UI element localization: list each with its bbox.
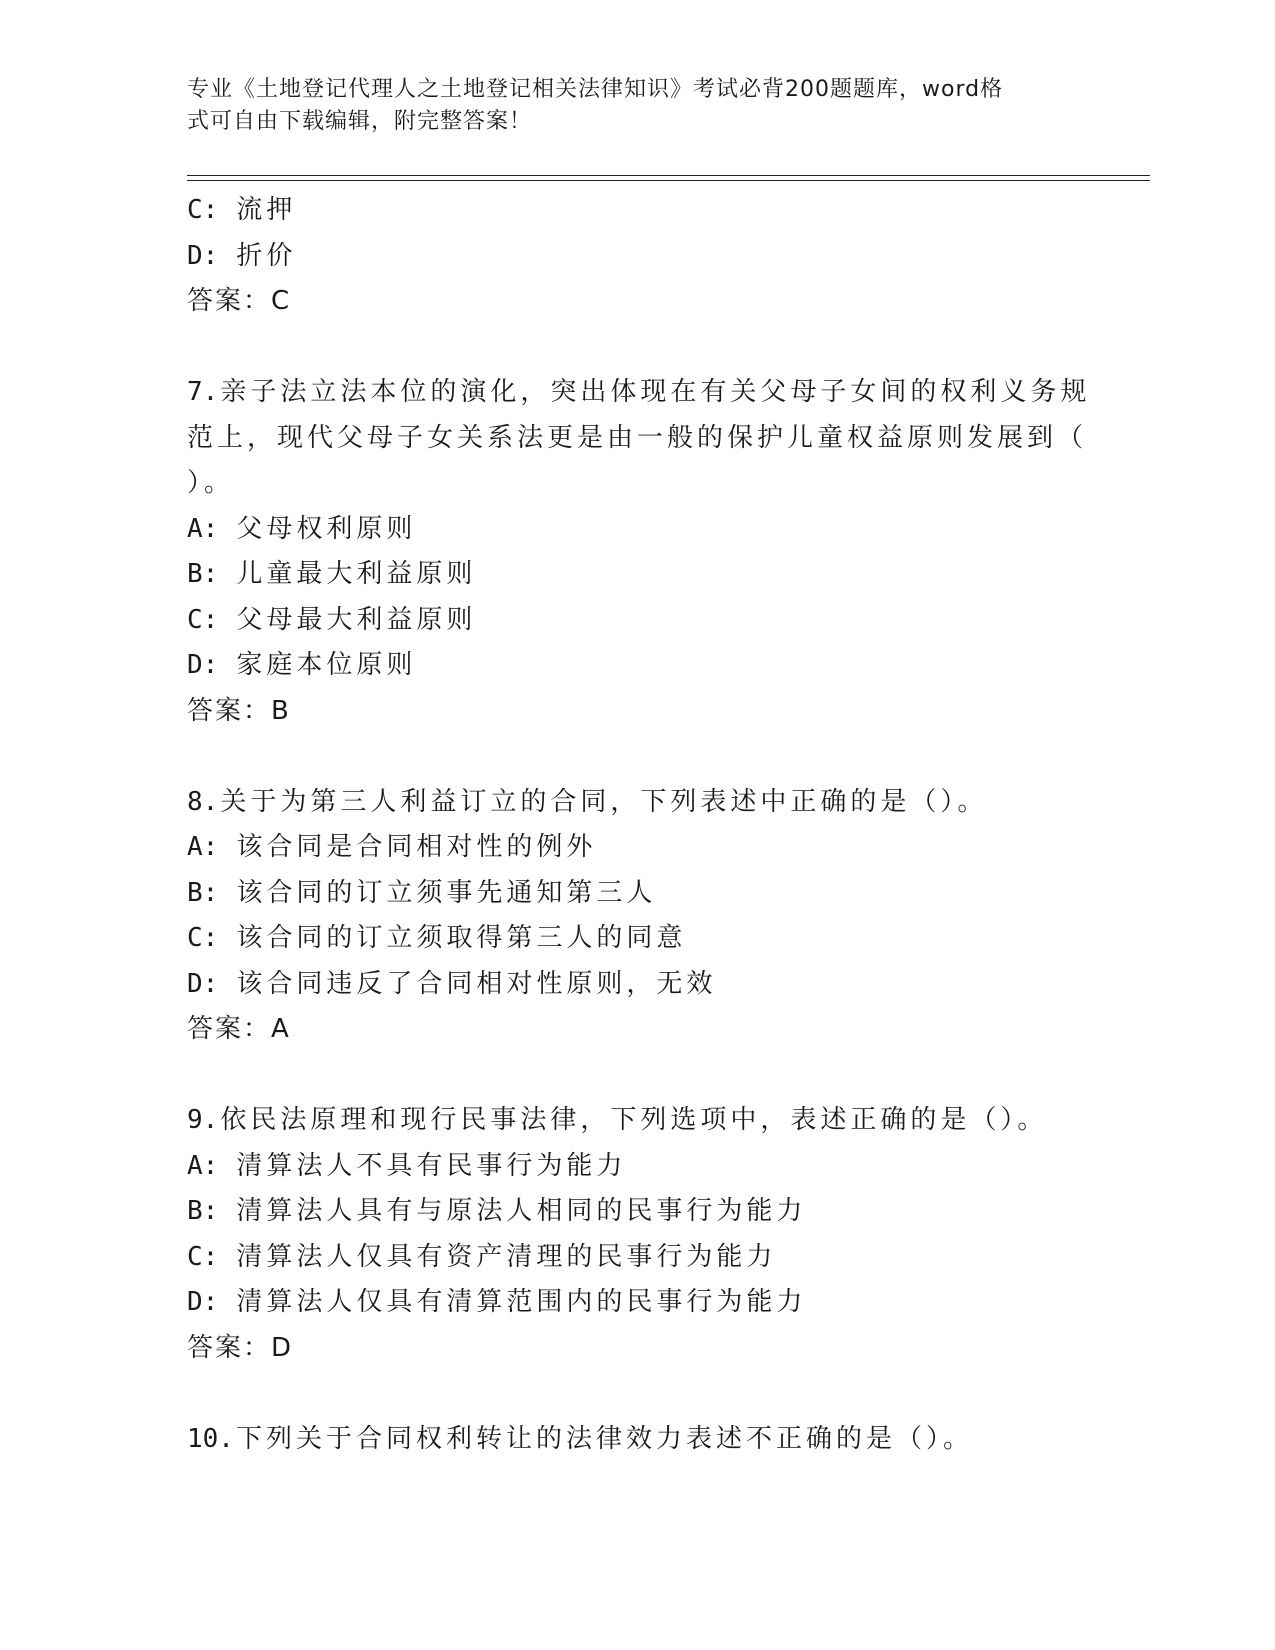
option-b — [187, 1189, 1087, 1235]
option-text: 清算法人具有与原法人相同的民事行为能力 — [236, 1196, 807, 1226]
option-text: 父母最大利益原则 — [236, 604, 477, 635]
question-stem-line-1 — [187, 370, 1091, 416]
option-d — [187, 234, 1087, 280]
option-key: C: — [187, 195, 219, 225]
question-6 — [187, 188, 1087, 325]
option-key: A: — [187, 513, 219, 544]
question-number: 8. — [187, 786, 219, 817]
answer-line: 答案：C — [187, 286, 292, 316]
option-text: 清算法人仅具有清算范围内的民事行为能力 — [236, 1287, 807, 1317]
document-header — [187, 74, 1067, 138]
question-list — [187, 188, 1091, 1462]
question-number: 7. — [187, 377, 219, 407]
spacer — [187, 1371, 1087, 1417]
option-text: 该合同是合同相对性的例外 — [236, 832, 597, 862]
option-d — [187, 643, 1087, 689]
question-stem-text: 下列关于合同权利转让的法律效力表述不正确的是（）。 — [235, 1423, 973, 1454]
option-key: D: — [187, 1287, 219, 1317]
option-text: 该合同的订立须取得第三人的同意 — [236, 923, 687, 953]
question-number: 9. — [187, 1105, 219, 1135]
option-key: C: — [187, 1241, 219, 1272]
option-key: C: — [187, 923, 219, 953]
question-7 — [187, 370, 1091, 734]
question-stem-text: 依民法原理和现行民事法律，下列选项中，表述正确的是（）。 — [220, 1105, 1048, 1135]
option-d — [187, 1280, 1087, 1326]
option-c — [187, 916, 1087, 962]
option-text: 家庭本位原则 — [236, 650, 417, 680]
option-text: 父母权利原则 — [236, 513, 417, 544]
option-key: A: — [187, 1150, 219, 1181]
answer-line: 答案：D — [187, 1332, 294, 1363]
option-text: 折价 — [236, 240, 297, 271]
option-key: D: — [187, 240, 219, 271]
option-c — [187, 188, 1087, 234]
header-line-1: 专业《土地登记代理人之土地登记相关法律知识》考试必背200题题库，word格 — [187, 77, 1004, 102]
option-a — [187, 1144, 1087, 1190]
option-text: 流押 — [236, 195, 297, 225]
option-key: B: — [187, 877, 219, 908]
option-key: B: — [187, 559, 219, 589]
question-stem-line-2: 范上，现代父母子女关系法更是由一般的保护儿童权益原则发展到（ — [187, 422, 1088, 453]
question-stem-text: 关于为第三人利益订立的合同，下列表述中正确的是（）。 — [220, 786, 988, 817]
option-c — [187, 598, 1087, 644]
option-text: 清算法人仅具有资产清理的民事行为能力 — [236, 1241, 777, 1272]
option-text: 儿童最大利益原则 — [236, 559, 477, 589]
answer-line: 答案：A — [187, 1014, 291, 1044]
question-stem — [187, 1417, 1087, 1463]
option-text: 该合同的订立须事先通知第三人 — [236, 877, 657, 908]
option-text: 清算法人不具有民事行为能力 — [236, 1150, 627, 1181]
option-key: D: — [187, 968, 219, 999]
option-key: B: — [187, 1196, 219, 1226]
question-9 — [187, 1098, 1087, 1371]
option-a — [187, 825, 1087, 871]
option-c — [187, 1235, 1087, 1281]
option-b — [187, 552, 1087, 598]
option-key: C: — [187, 604, 219, 635]
question-stem — [187, 780, 1087, 826]
answer-line: 答案：B — [187, 695, 291, 726]
spacer — [187, 325, 1087, 371]
header-line-2: 式可自由下载编辑，附完整答案！ — [187, 109, 533, 134]
question-stem-line-3: ）。 — [187, 468, 235, 498]
question-8 — [187, 780, 1087, 1053]
header-rule-top — [187, 175, 1150, 176]
spacer — [187, 734, 1087, 780]
spacer — [187, 1053, 1087, 1099]
option-text: 该合同违反了合同相对性原则，无效 — [236, 968, 717, 999]
option-b — [187, 871, 1087, 917]
question-number: 10. — [187, 1423, 234, 1454]
option-key: D: — [187, 650, 219, 680]
question-stem-text: 亲子法立法本位的演化，突出体现在有关父母子女间的权利义务规 — [220, 377, 1091, 407]
option-key: A: — [187, 832, 219, 862]
question-10 — [187, 1417, 1087, 1463]
option-a — [187, 507, 1087, 553]
header-rule-bottom — [187, 180, 1150, 181]
option-d — [187, 962, 1087, 1008]
question-stem — [187, 1098, 1087, 1144]
